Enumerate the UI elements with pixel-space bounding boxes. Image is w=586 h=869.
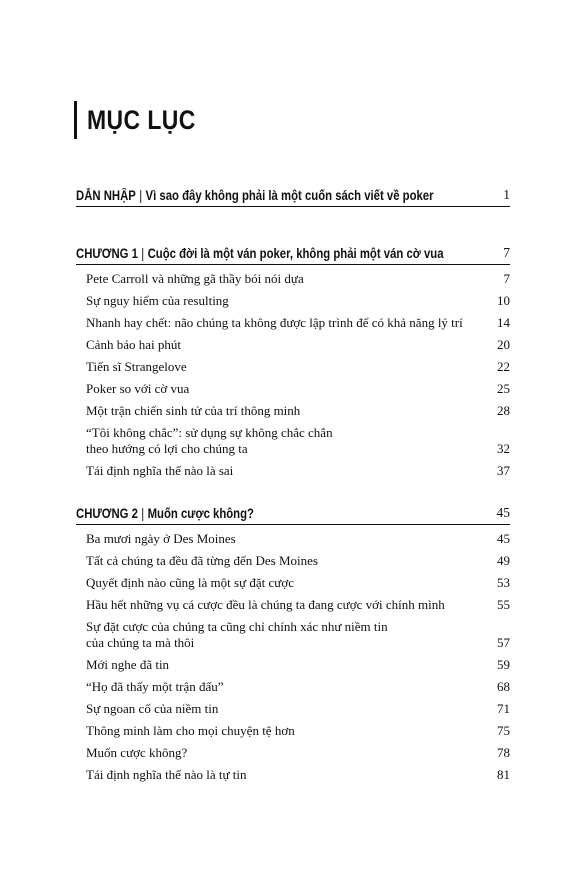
chapter-2-title: Muốn cược không? [147, 506, 254, 521]
toc-entry[interactable] [86, 550, 510, 572]
entry-title: Sự nguy hiểm của resulting [86, 293, 229, 308]
entry-title: Nhanh hay chết: não chúng ta không được lập trình để có khả năng lý trí [86, 315, 463, 330]
chapter-1-label: CHƯƠNG 1 [76, 246, 138, 261]
toc-entry[interactable] [86, 676, 510, 698]
toc-entry[interactable] [86, 268, 510, 290]
entry-title: Muốn cược không? [86, 745, 188, 760]
chapter-2-label: CHƯƠNG 2 [76, 506, 138, 521]
entry-page: 55 [497, 597, 510, 612]
entry-title: Mới nghe đã tin [86, 657, 170, 672]
entry-title: Sự ngoan cố của niềm tin [86, 701, 219, 716]
chapter-1-entries [86, 268, 510, 482]
entry-page: 68 [497, 679, 510, 694]
chapter-2-heading-label [76, 506, 254, 521]
toc-entry[interactable] [86, 572, 510, 594]
entry-page: 71 [497, 701, 510, 716]
intro-label: DẪN NHẬP [76, 188, 136, 203]
toc-entry[interactable] [86, 594, 510, 616]
toc-entry[interactable] [86, 654, 510, 676]
intro-page-number: 1 [503, 187, 510, 202]
entry-title: “Tôi không chắc”: sử dụng sự không chắc chắn theo hướng có lợi cho chúng ta [86, 425, 333, 456]
toc-entry[interactable] [86, 616, 510, 654]
entry-page: 37 [497, 463, 510, 478]
toc-entry[interactable] [86, 400, 510, 422]
title-vertical-bar [74, 101, 77, 139]
heading-separator: | [139, 188, 143, 203]
entry-title: “Họ đã thấy một trận đấu” [86, 679, 224, 694]
entry-page: 20 [497, 337, 510, 352]
toc-entry[interactable] [86, 764, 510, 786]
entry-page: 14 [497, 315, 510, 330]
entry-title: Pete Carroll và những gã thầy bói nói dựa [86, 271, 304, 286]
intro-heading-label [76, 188, 434, 203]
toc-entry[interactable] [86, 528, 510, 550]
chapter-1-page-number: 7 [503, 245, 510, 260]
chapter-1-heading[interactable] [76, 242, 510, 265]
entry-title: Thông minh làm cho mọi chuyện tệ hơn [86, 723, 295, 738]
entry-title: Một trận chiến sinh tử của trí thông minh [86, 403, 301, 418]
entry-title: Tái định nghĩa thế nào là sai [86, 463, 234, 478]
toc-entry[interactable] [86, 356, 510, 378]
entry-page: 45 [497, 531, 510, 546]
entry-page: 10 [497, 293, 510, 308]
toc-entry[interactable] [86, 742, 510, 764]
toc-title-block [74, 101, 215, 139]
entry-page: 57 [497, 635, 510, 650]
entry-title: Poker so với cờ vua [86, 381, 190, 396]
entry-page: 32 [497, 441, 510, 456]
toc-entry[interactable] [86, 312, 510, 334]
chapter-2-heading[interactable] [76, 502, 510, 525]
intro-title: Vì sao đây không phải là một cuốn sách viết về poker [145, 188, 434, 203]
entry-title: Quyết định nào cũng là một sự đặt cược [86, 575, 294, 590]
entry-title: Tiến sĩ Strangelove [86, 359, 187, 374]
chapter-2-entries [86, 528, 510, 786]
entry-page: 49 [497, 553, 510, 568]
entry-title: Tất cả chúng ta đều đã từng đến Des Moines [86, 553, 318, 568]
intro-heading[interactable] [76, 184, 510, 207]
entry-title: Tái định nghĩa thế nào là tự tin [86, 767, 247, 782]
chapter-1-title: Cuộc đời là một ván poker, không phải một ván cờ vua [147, 246, 444, 261]
toc-entry[interactable] [86, 720, 510, 742]
toc-entry[interactable] [86, 334, 510, 356]
entry-page: 22 [497, 359, 510, 374]
toc-entry[interactable] [86, 290, 510, 312]
entry-title: Sự đặt cược của chúng ta cũng chỉ chính xác như niềm tin của chúng ta mà thôi [86, 619, 388, 650]
toc-entry[interactable] [86, 698, 510, 720]
chapter-2-page-number: 45 [496, 505, 510, 520]
entry-page: 7 [503, 271, 510, 286]
heading-separator: | [141, 246, 145, 261]
entry-title: Ba mươi ngày ở Des Moines [86, 531, 236, 546]
toc-entry[interactable] [86, 378, 510, 400]
chapter-1-heading-label [76, 246, 444, 261]
toc-entry[interactable] [86, 460, 510, 482]
entry-page: 25 [497, 381, 510, 396]
toc-entry[interactable] [86, 422, 510, 460]
heading-separator: | [141, 506, 145, 521]
entry-page: 53 [497, 575, 510, 590]
entry-page: 75 [497, 723, 510, 738]
entry-title: Hầu hết những vụ cá cược đều là chúng ta đang cược với chính mình [86, 597, 445, 612]
page-title: MỤC LỤC [87, 104, 196, 135]
entry-page: 81 [497, 767, 510, 782]
entry-page: 59 [497, 657, 510, 672]
entry-title: Cảnh báo hai phút [86, 337, 181, 352]
entry-page: 78 [497, 745, 510, 760]
entry-page: 28 [497, 403, 510, 418]
